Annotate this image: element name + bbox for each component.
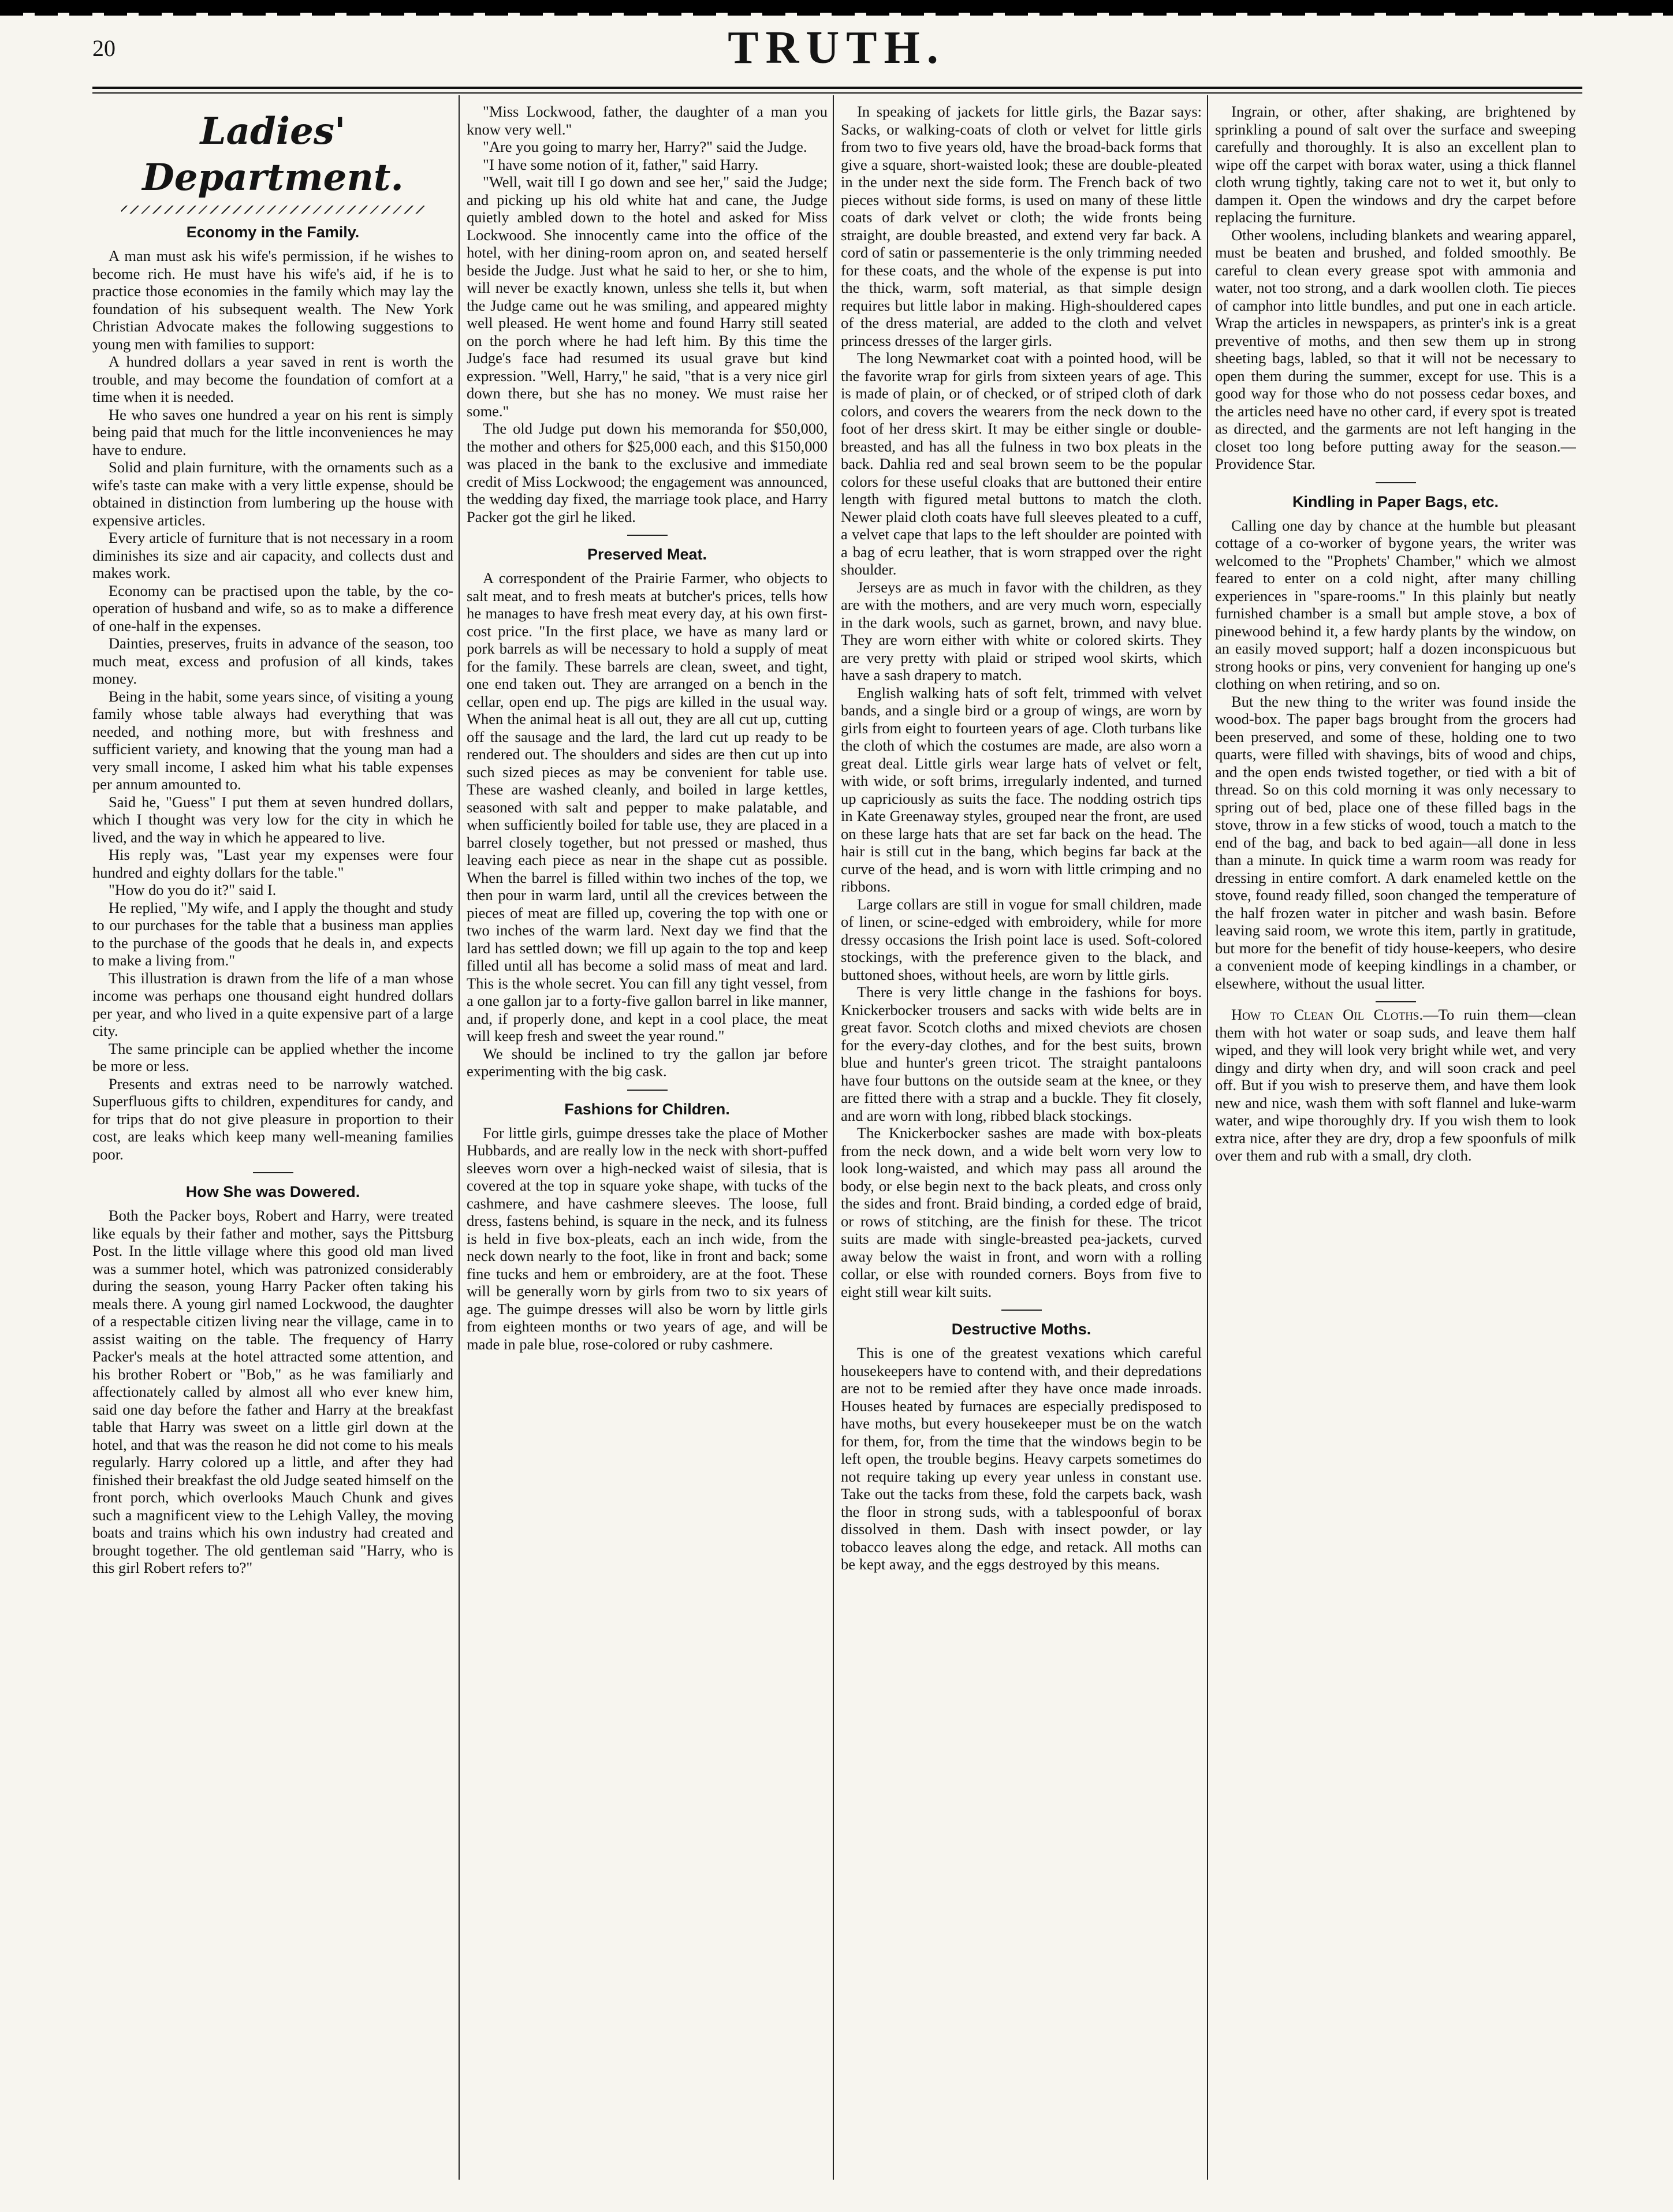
article-headline: How She was Dowered. (185, 1183, 360, 1200)
paragraph: Economy can be practised upon the table, by the co-operation of husband and wife, so as to make a difference of one-half in the expenses. (92, 581, 453, 635)
paragraph: This illustration is drawn from the life of a man whose income was perhaps one thousand eight hundred dollars per year, and who lived in a quite expensive part of a large city. (92, 969, 453, 1039)
paragraph: English walking hats of soft felt, trimmed with velvet bands, and a single bird or a group of wings, are worn by girls from eight to fourteen years of age. Cloth turbans like the cloth of which the costumes are made, are also worn a great deal. Little girls wear large hats of velvet or felt, with wide, or soft brims, irregularly indented, and turned up capriciously as suits the face. The nodding ostrich tips in Kate Greenaway styles, grouped near the front, are used on these large hats that are set far back on the head. The hair is still cut in the bang, which begins far back at the curve of the head, and is worn with little crimping and no ribbons. (841, 684, 1202, 895)
column-rule (459, 95, 460, 2180)
paragraph: The old Judge put down his memoranda for $50,000, the mother and others for $25,000 each, and this $150,000 was placed in the bank to the exclusive and immediate credit of Miss Lockwood; the engagement was announced, the wedding day fixed, the marriage took place, and Harry Packer got the girl he liked. (467, 420, 828, 525)
paragraph: Solid and plain furniture, with the ornaments such as a wife's taste can make with a very little expense, should be obtained in distinction from lumbering up the house with expensive articles. (92, 458, 453, 529)
article-headline: Destructive Moths. (951, 1321, 1091, 1338)
paragraph: "Well, wait till I go down and see her," said the Judge; and picking up his old white hat and cane, the Judge quietly ambled down to the hotel and asked for Miss Lockwood. She innocently came into the office of the hotel, with her dining-room apron on, and seated herself beside the Judge. Just what he said to her, or she to him, will never be exactly known, unless she tells it, but when the Judge came out he was smiling, and appeared mighty well pleased. He went home and found Harry still seated on the porch where he had left him. By this time the Judge's face had resumed its usual grave but kind expression. "Well, Harry," he said, "that is a very nice girl down there, but she has no money. We must raise her some." (467, 173, 828, 420)
top-border (0, 0, 1673, 13)
paragraph: The same principle can be applied whether the income be more or less. (92, 1039, 453, 1075)
article-separator (1376, 482, 1416, 483)
paragraph: This is one of the greatest vexations which careful housekeepers have to contend with, and their depredations are not to be remied after they have once made inroads. Houses heated by furnaces are especially predisposed to have moths, but every housekeeper must be on the watch for them, for, from the time that the windows begin to be left open, the trouble begins. Heavy carpets sometimes do not require taking up every year unless in constant use. Take out the tacks from these, fold the carpets back, wash the floor in strong suds, with a tablespoonful of borax dissolved in them. Dash with insect powder, or lay tobacco leaves along the edge, and retack. All moths can be kept away, and the eggs destroyed by this means. (841, 1344, 1202, 1573)
column-2 (467, 103, 828, 2181)
article-headline: Economy in the Family. (186, 223, 360, 241)
article-separator (627, 535, 668, 536)
paragraph: The Knickerbocker sashes are made with box-pleats from the neck down, and a wide belt worn very low to look long-waisted, and which may pass all around the body, or else begin next to the back pleats, and cross only the sides and front. Braid binding, a corded edge of braid, or rows of stitching, are the finish for these. The tricot suits are made with single-breasted pea-jackets, curved away below the waist in front, and worn with a rolling collar, or else with rounded corners. Boys from five to eight still wear kilt suits. (841, 1124, 1202, 1300)
masthead: TRUTH. (728, 23, 945, 73)
article-separator (627, 1090, 668, 1091)
paragraph: Ingrain, or other, after shaking, are brightened by sprinkling a pound of salt over the surface and sweeping carefully and thoroughly. It is also an excellent plan to wipe off the carpet with borax water, using a thick flannel cloth wrung tightly, taking care not to wet it, but only to dampen it. Open the windows and dry the carpet before replacing the furniture. (1215, 103, 1576, 226)
header-rule (92, 87, 1582, 94)
column-1 (92, 103, 453, 2181)
department-title: Ladies' Department. (142, 110, 404, 199)
article-headline: Preserved Meat. (587, 546, 707, 563)
column-rule (833, 95, 834, 2180)
paragraph: Said he, "Guess" I put them at seven hundred dollars, which I thought was very low for the city in which he lived, and the way in which he appeared to live. (92, 793, 453, 846)
paragraph: Other woolens, including blankets and wearing apparel, must be beaten and brushed, and folded smoothly. Be careful to clean every grease spot with ammonia and water, not too strong, and a dark woollen cloth. Tie pieces of camphor into little bundles, and put one in each article. Wrap the articles in newspapers, as printer's ink is a great preventive of moths, and then sew them up in strong sheeting bags, labled, so that it will not be necessary to open them during the summer, except for use. This is a good way for those who do not possess cedar boxes, and the articles need have no other card, if every spot is treated as directed, and the garments are not left hanging in the closet too long before putting away for the season.—Providence Star. (1215, 226, 1576, 472)
article-separator (1376, 1001, 1416, 1002)
article-separator (253, 1172, 293, 1173)
paragraph: Being in the habit, some years since, of visiting a young family whose table always had everything that was needed, and nothing more, but with freshness and sufficient variety, and knowing that the young man had a very small income, I asked him what his table expenses per annum amounted to. (92, 687, 453, 793)
paragraph: Large collars are still in vogue for small children, made of linen, or scine-edged with embroidery, while for more dressy occasions the Irish point lace is used. Soft-colored stockings, with the preference given to the black, and buttoned shoes, without heels, are worn by little girls. (841, 895, 1202, 983)
paragraph: "Are you going to marry her, Harry?" said the Judge. (483, 138, 807, 155)
paragraph: But the new thing to the writer was found inside the wood-box. The paper bags brought from the grocers had been preserved, and some of these, holding one to two quarts, were filled with shavings, bits of wood and chips, and the open ends twisted together, or tied with a bit of thread. So on this cold morning it was only necessary to spring out of bed, place one of these filled bags in the stove, throw in a few sticks of wood, touch a match to the end of the bag, and back to bed again—all done in less than a minute. In quick time a warm room was ready for dressing in entire comfort. A dark enameled kettle on the stove, found ready filled, soon changed the temperature of the half frozen water in pitcher and wash basin. Before leaving said room, we wrote this item, partly in gratitude, but more for the benefit of tidy house-keepers, who desire a convenient mode of keeping kindlings in a chamber, or elsewhere, without the usual litter. (1215, 692, 1576, 992)
paragraph: A man must ask his wife's permission, if he wishes to become rich. He must have his wife's aid, if he is to practice those economies in the family which may lay the foundation of his subsequent wealth. The New York Christian Advocate makes the following suggestions to young men with families to support: (92, 247, 453, 353)
article-separator (1001, 1310, 1042, 1311)
paragraph: There is very little change in the fashions for boys. Knickerbocker trousers and sacks with wide belts are in great favor. Scotch cloths and mixed cheviots are chosen for the every-day clothes, and for the best suits, brown blue and hunter's green tricot. The straight pantaloons have four buttons on the outside seam at the knee, or they are fitted there with a strap and a buckle. They fit closely, and are worn with long, ribbed black stockings. (841, 983, 1202, 1124)
paragraph: His reply was, "Last year my expenses were four hundred and eighty dollars for the table." (92, 846, 453, 881)
paragraph-text: —To ruin them—clean them with hot water or soap suds, and leave them half wiped, and they will look very bright while wet, and very dingy and dirty when dry, and will soon crack and peel off. But if you wish to preserve them, and have them look new and nice, wash them with soft flannel and luke-warm water, and wipe thoroughly dry. If you wish them to look extra nice, after they are dry, drop a few spoonfuls of milk over them and rub with a small, dry cloth. (1215, 1006, 1576, 1164)
paragraph: "Miss Lockwood, father, the daughter of a man you know very well." (467, 103, 828, 138)
paragraph: Every article of furniture that is not necessary in a room diminishes its size and air capacity, and collects dust and makes work. (92, 529, 453, 581)
article-headline: Fashions for Children. (564, 1100, 730, 1118)
column-4 (1215, 103, 1576, 2181)
paragraph: Jerseys are as much in favor with the children, as they are with the mothers, and are very much worn, especially in the dark wools, such as garnet, brown, and navy blue. They are worn either with white or colored skirts. They are very pretty with plaid or striped wool skirts, which have a sash drapery to match. (841, 578, 1202, 684)
column-rule (1207, 95, 1208, 2180)
paragraph: In speaking of jackets for little girls, the Bazar says: Sacks, or walking-coats of cloth or velvet for little girls from two to five years old, have the broad-back forms that give a square, short-waisted look; these are double-pleated in the under next the side form. The French back of two pieces without side forms, is used on many of these little coats of dark velvet or cloth; the wide fronts being straight, are double breasted, and extend very far back. A cord of satin or passementerie is the only trimming needed for these coats, and the whole of the expense is put into the thick, warm, soft material, as that simple design requires but little labor in making. High-shouldered capes of the dress material, are added to the cloth and velvet princess dresses of the larger girls. (841, 103, 1202, 349)
paragraph: He who saves one hundred a year on his rent is simply being paid that much for the little inconveniences he may have to endure. (92, 405, 453, 458)
paragraph: Both the Packer boys, Robert and Harry, were treated like equals by their father and mother, says the Pittsburg Post. In the little village where this good old man lived was a summer hotel, which was patronized considerably during the season, young Harry Packer often taking his meals there. A young girl named Lockwood, the daughter of a respectable citizen living near the village, came in to assist waiting on the table. The frequency of Harry Packer's meals at the hotel attracted some attention, and his brother Robert or "Bob," as he was familiarly and affectionately called by almost all who ever knew him, said one day before the father and Harry at the breakfast table that Harry was sweet on a little girl down at the hotel, and that was the reason he did not come to his meals regularly. Harry colored up a little, and after they had finished their breakfast the old Judge seated himself on the front porch, which overlooks Mauch Chunk and gives such a magnificent view to the Lehigh Valley, the moving boats and trains which his own industry had created and brought together. The old gentleman said "Harry, who is this girl Robert refers to?" (92, 1207, 453, 1576)
paragraph: The long Newmarket coat with a pointed hood, will be the favorite wrap for girls from sixteen years of age. This is made of plain, or of checked, or of striped cloth of dark colors, and covers the wearers from the neck down to the foot of her dress skirt. It may be either single or double-breasted, and has all the fulness in two box pleats in the back. Dahlia red and seal brown seem to be the popular colors for these useful cloaks that are buttoned their entire length with figured metal buttons to match the cloth. Newer plaid cloth coats have full sleeves pleated to a cuff, a velvet cape that laps to the left shoulder are pointed with a bag of ecru leather, that is worn strapped over the right shoulder. (841, 349, 1202, 578)
paragraph: He replied, "My wife, and I apply the thought and study to our purchases for the table that a business man applies to the purchase of the goods that he deals in, and expects to make a living from." (92, 898, 453, 969)
inline-headline: How to Clean Oil Cloths. (1231, 1006, 1424, 1023)
paragraph: Dainties, preserves, fruits in advance of the season, too much meat, excess and profusion of all kinds, takes money. (92, 635, 453, 687)
article-headline: Kindling in Paper Bags, etc. (1292, 493, 1499, 510)
paragraph: A correspondent of the Prairie Farmer, who objects to salt meat, and to fresh meats at butcher's prices, tells how he manages to have fresh meat every day, at his own first-cost price. "In the first place, we have as many lard or pork barrels as will be necessary to hold a supply of meat for the family. These barrels are clean, sweet, and tight, one end taken out. They are arranged on a bench in the cellar, open end up. The pigs are killed in the usual way. When the animal heat is all out, they are all cut up, cutting off the sausage and the lard, the lard cut up ready to be rendered out. The shoulders and sides are then cut up into such sized pieces as may be convenient for table use. These are washed cleanly, and boiled in large kettles, seasoned with salt and pepper to make palatable, and when sufficiently boiled for table use, they are placed in a barrel closely together, but not pressed or mashed, thus leaving each piece as near in the shape cut as possible. When the barrel is filled within two inches of the top, we then pour in warm lard, until all the crevices between the pieces of meat are filled up, covering the top with one or two inches of the warm lard. Next day we find that the lard has settled down; we fill up again to the top and keep filled until all has become a solid mass of meat and lard. This is the whole secret. You can fill any tight vessel, from a one gallon jar to a forty-five gallon barrel in like manner, and, if properly done, and kept in a cool place, the meat will keep fresh and sweet the year round." (467, 569, 828, 1045)
column-3 (841, 103, 1202, 2181)
paragraph: Presents and extras need to be narrowly watched. Superfluous gifts to children, expenditures for candy, and for trips that do not give pleasure in proportion to their cost, are leaks which keep many well-meaning families poor. (92, 1075, 453, 1163)
paragraph: "How do you do it?" said I. (109, 881, 277, 898)
paragraph: "I have some notion of it, father," said Harry. (483, 155, 759, 173)
paragraph: A hundred dollars a year saved in rent is worth the trouble, and may become the foundation of comfort at a time when it is needed. (92, 353, 453, 405)
paragraph: We should be inclined to try the gallon jar before experimenting with the big cask. (467, 1045, 828, 1080)
ornamental-rule (121, 206, 424, 214)
paragraph: For little girls, guimpe dresses take the place of Mother Hubbards, and are really low in the neck with short-puffed sleeves worn over a high-necked waist of silesia, that is covered at the top in square yoke shape, with tucks of the cashmere, and have cashmere sleeves. The loose, full dress, fastens behind, is square in the neck, and its fulness is held in five box-pleats, each an inch wide, from the neck down nearly to the foot, like in front and back; some fine tucks and hem or embroidery, are at the foot. These will be generally worn by girls from two to six years of age. The guimpe dresses will also be worn by little girls from eighteen months or two years of age, and will be made in pale blue, rose-colored or ruby cashmere. (467, 1124, 828, 1353)
paragraph (1215, 1006, 1576, 1165)
paragraph: Calling one day by chance at the humble but pleasant cottage of a co-worker of bygone years, the writer was welcomed to the "Prophets' Chamber," which we almost feared to enter on a cold night, after many chilling experiences in "spare-rooms." In this plainly but neatly furnished chamber is a small but ample stove, a box of pinewood behind it, a few hardy plants by the window, on an easily moved support; half a dozen inconspicuous but strong hooks or pins, very convenient for hanging up one's clothing on when retiring, and so on. (1215, 516, 1576, 692)
page-number: 20 (92, 35, 115, 61)
